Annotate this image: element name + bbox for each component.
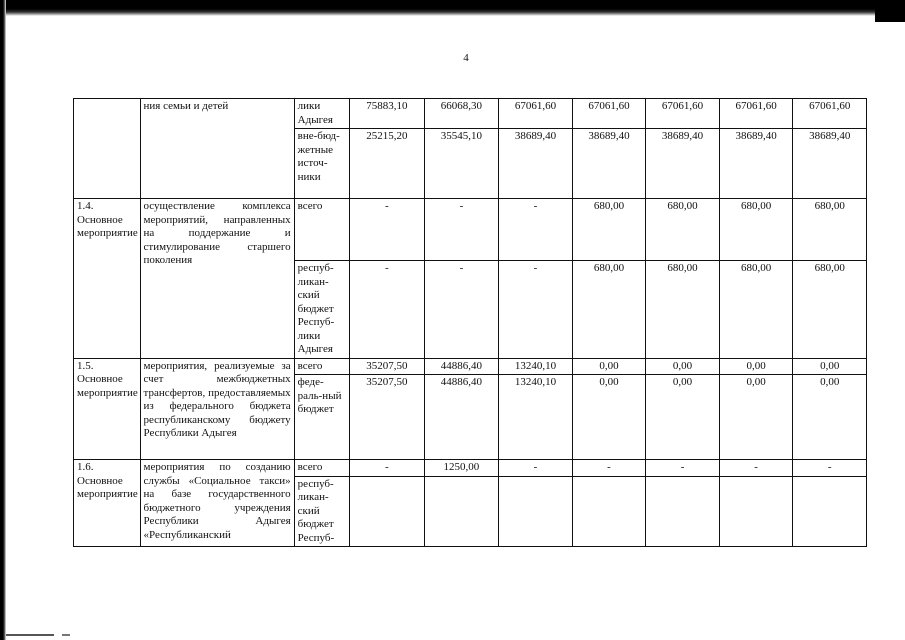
- value-cell: 0,00: [793, 358, 867, 375]
- value-cell: -: [793, 460, 867, 477]
- value-cell: 67061,60: [719, 99, 793, 129]
- activity-code-cell: 1.5. Основное мероприятие: [74, 358, 141, 460]
- value-cell: -: [499, 460, 573, 477]
- value-cell: [646, 476, 720, 547]
- value-cell: 66068,30: [424, 99, 499, 129]
- value-cell: -: [424, 261, 499, 359]
- value-cell: 35207,50: [350, 358, 425, 375]
- funding-source-cell: всего: [294, 199, 349, 261]
- activity-description-cell: ния семьи и детей: [140, 99, 294, 199]
- value-cell: 67061,60: [646, 99, 720, 129]
- value-cell: -: [350, 199, 425, 261]
- scan-top-border: [0, 0, 905, 16]
- value-cell: 35545,10: [424, 129, 499, 199]
- value-cell: -: [719, 460, 793, 477]
- value-cell: 13240,10: [499, 375, 573, 460]
- funding-source-cell: респуб-ликан-ский бюджет Респуб-лики Адыгея: [294, 261, 349, 359]
- value-cell: 38689,40: [719, 129, 793, 199]
- value-cell: [350, 476, 425, 547]
- activity-code-cell: 1.6. Основное мероприятие: [74, 460, 141, 547]
- value-cell: 0,00: [719, 375, 793, 460]
- value-cell: [793, 476, 867, 547]
- value-cell: 680,00: [719, 199, 793, 261]
- funding-source-cell: вне-бюд-жетные источ-ники: [294, 129, 349, 199]
- value-cell: 0,00: [793, 375, 867, 460]
- funding-source-cell: феде-раль-ный бюджет: [294, 375, 349, 460]
- value-cell: 680,00: [646, 261, 720, 359]
- value-cell: [499, 476, 573, 547]
- funding-source-cell: лики Адыгея: [294, 99, 349, 129]
- value-cell: 0,00: [646, 358, 720, 375]
- value-cell: 680,00: [719, 261, 793, 359]
- scan-corner-mark: [875, 0, 905, 22]
- value-cell: -: [572, 460, 646, 477]
- activity-description-cell: мероприятия, реализуемые за счет межбюджетных трансфертов, предоставляемых из федерального бюджета республиканскому бюджету Республики Адыгея: [140, 358, 294, 460]
- value-cell: 38689,40: [572, 129, 646, 199]
- funding-source-cell: всего: [294, 460, 349, 477]
- value-cell: 38689,40: [499, 129, 573, 199]
- value-cell: 38689,40: [646, 129, 720, 199]
- value-cell: 680,00: [793, 261, 867, 359]
- value-cell: 67061,60: [572, 99, 646, 129]
- value-cell: 680,00: [572, 261, 646, 359]
- page-number: 4: [463, 52, 469, 64]
- value-cell: -: [350, 261, 425, 359]
- value-cell: 0,00: [719, 358, 793, 375]
- value-cell: -: [646, 460, 720, 477]
- value-cell: 25215,20: [350, 129, 425, 199]
- value-cell: 44886,40: [424, 375, 499, 460]
- value-cell: 35207,50: [350, 375, 425, 460]
- value-cell: [572, 476, 646, 547]
- table-row: [74, 460, 867, 477]
- value-cell: 0,00: [646, 375, 720, 460]
- value-cell: 0,00: [572, 358, 646, 375]
- table-row: [74, 358, 867, 375]
- value-cell: 13240,10: [499, 358, 573, 375]
- scan-left-border: [0, 0, 6, 640]
- scan-bottom-marks: [6, 634, 54, 636]
- value-cell: 44886,40: [424, 358, 499, 375]
- budget-table: [73, 98, 867, 547]
- value-cell: 0,00: [572, 375, 646, 460]
- value-cell: 67061,60: [793, 99, 867, 129]
- value-cell: 75883,10: [350, 99, 425, 129]
- table-row: [74, 99, 867, 129]
- value-cell: -: [424, 199, 499, 261]
- activity-code-cell: [74, 99, 141, 199]
- value-cell: 680,00: [572, 199, 646, 261]
- value-cell: -: [499, 199, 573, 261]
- value-cell: -: [499, 261, 573, 359]
- activity-description-cell: мероприятия по созданию службы «Социальное такси» на базе государственного бюджетного учреждения Республики Адыгея «Республиканский: [140, 460, 294, 547]
- value-cell: 680,00: [793, 199, 867, 261]
- value-cell: [719, 476, 793, 547]
- funding-source-cell: всего: [294, 358, 349, 375]
- activity-description-cell: осуществление комплекса мероприятий, направленных на поддержание и стимулирование старшего поколения: [140, 199, 294, 359]
- funding-source-cell: респуб-ликан-ский бюджет Респуб-: [294, 476, 349, 547]
- value-cell: 38689,40: [793, 129, 867, 199]
- value-cell: 1250,00: [424, 460, 499, 477]
- table-row: [74, 199, 867, 261]
- activity-code-cell: 1.4. Основное мероприятие: [74, 199, 141, 359]
- value-cell: [424, 476, 499, 547]
- value-cell: -: [350, 460, 425, 477]
- value-cell: 680,00: [646, 199, 720, 261]
- value-cell: 67061,60: [499, 99, 573, 129]
